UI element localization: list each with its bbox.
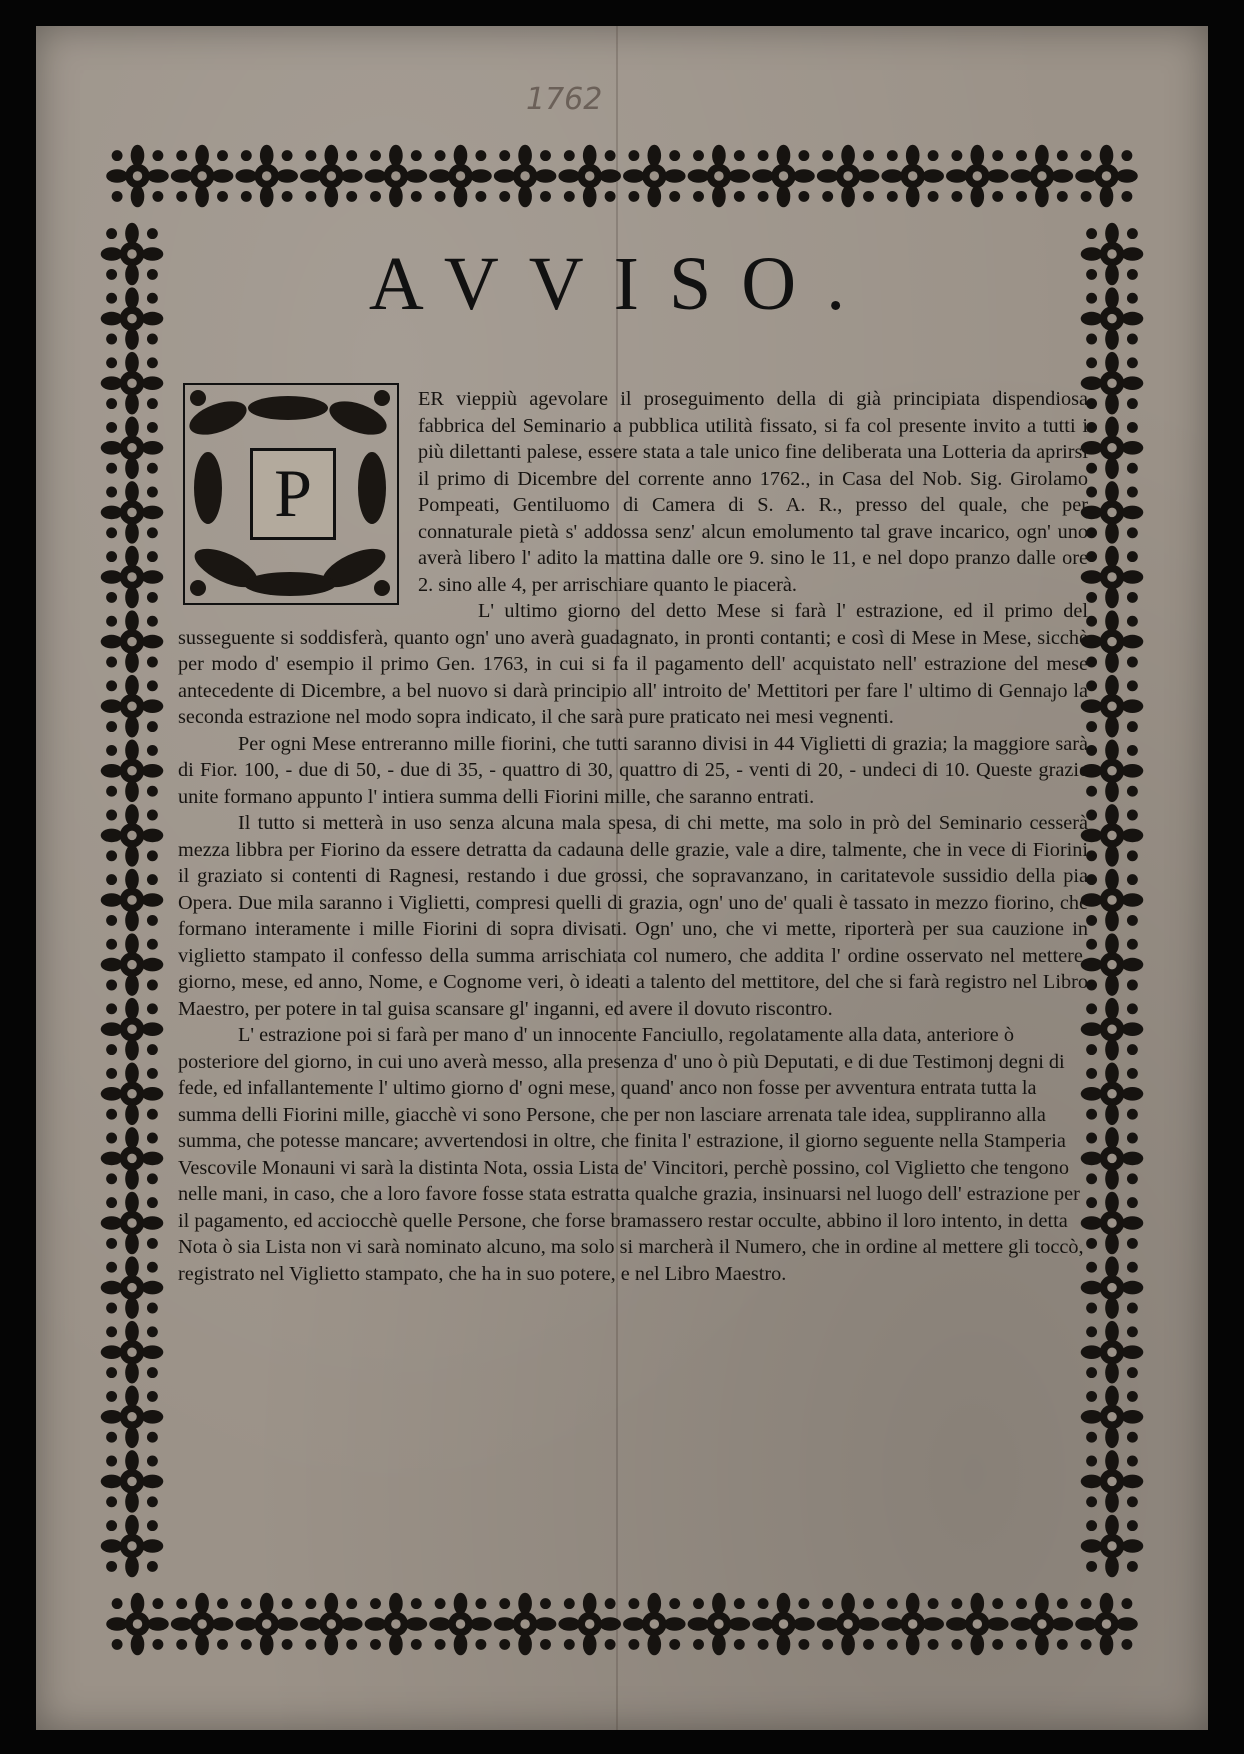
printed-sheet xyxy=(36,26,1208,1730)
paragraph-2: L' ultimo giorno del detto Mese si farà l' estrazione, ed il primo del susseguente si soddisferà, quanto ogn' uno averà guadagnato, in pronti contanti; e così di Mese in Mese, sicchè per modo d' esempio il primo Gen. 1763, in cui si fa il pagamento dell' acquistato nell' estrazione del mese antecedente di Dicembre, a bel nuovo si darà principio all' introito de' Mettitori per fare l' ultimo di Gennajo la seconda estrazione nel modo sopra indicato, il che sarà pure praticato nei mesi vegnenti. xyxy=(178,600,1088,728)
ornamental-border-bottom xyxy=(92,1584,1152,1664)
paragraph-4: Il tutto si metterà in uso senza alcuna mala spesa, di chi mette, ma solo in prò del Seminario cesserà mezza libbra per Fiorino da essere detratta da cadauna delle grazie, vale a dire, talmente, che in vece di Fiorini il graziato si contenti di Ragnesi, restando i due grossi, che sopravanzano, in caritatevole sussidio della pia Opera. Due mila saranno i Viglietti, compresi quelli di grazia, ogn' uno de' quali è tassato in mezzo fiorino, che formano interamente i mille Fiorini di sopra divisati. Ogn' uno, che vi mette, riporterà per sua cauzione in viglietto stampato il confesso della summa arrischiata col numero, che addita l' ordine osservato nel mettere, giorno, mese, ed anno, Nome, e Cognome veri, ò ideati a talento del mettitore, del che si farà registro nel Libro Maestro, per potere in tal guisa scansare gl' inganni, ed avere il dovuto riscontro. xyxy=(178,812,1088,1020)
decorated-initial xyxy=(178,378,404,610)
pencil-annotation: 1762 xyxy=(526,82,603,117)
paragraph-5: L' estrazione poi si farà per mano d' un innocente Fanciullo, regolatamente alla data, anteriore ò posteriore del giorno, in cui uno averà messo, alla presenza d' uno ò più Deputati, e di due Testimonj degni di fede, ed infallantemente l' ultimo giorno d' ogni mese, quand' anco non fosse per avventura entrata tutta la summa delli Fiorini mille, giacchè vi sono Persone, che per non lasciare arrenata tale idea, suppliranno alla summa, che potesse mancare; avvertendosi in oltre, che finita l' estrazione, il giorno seguente nella Stamperia Vescovile Monauni vi sarà la distinta Nota, ossia Lista de' Vincitori, perchè possino, col Viglietto che tengono nelle mani, in caso, che a loro favore fosse stata estratta qualche grazia, insinuarsi nel luogo dell' estrazione per il pagamento, ed acciocchè quelle Persone, che forse bramassero restar occulte, abbino il loro intento, in detta Nota ò sia Lista non vi sarà nominato alcuno, ma solo si marcherà il Numero, che in ordine al mettere gli toccò, registrato nel Viglietto stampato, che ha in suo potere, e nel Libro Maestro. xyxy=(178,1024,1084,1285)
printers-flower-icon xyxy=(92,136,1152,216)
paragraph-1: ER vieppiù agevolare il proseguimento della di già principiata dispendiosa fabbrica del Seminario a pubblica utilità fissato, si fa col presente invito a tutti i più dilettanti palese, essere stata a tale unico fine deliberata una Lotteria da aprirsi il primo di Dicembre del corrente anno 1762., in Casa del Nob. Sig. Girolamo Pompeati, Gentiluomo di Camera di S. A. R., presso del quale, che per connaturale pietà s' addossa senz' alcun emolumento tal grave incarico, ogn' uno averà libero l' adito la mattina dalle ore 9. sino le 11, e nel dopo pranzo dalle ore 2. sino alle 4, per arrischiare quanto le piacerà. xyxy=(418,388,1088,596)
notice-title: AVVISO. xyxy=(368,242,876,326)
drop-cap-letter: P xyxy=(250,448,336,540)
notice-body xyxy=(178,386,1088,1287)
printers-flower-icon xyxy=(92,1584,1152,1664)
ornamental-border-top xyxy=(92,136,1152,216)
printers-flower-icon xyxy=(92,216,172,1584)
paragraph-3: Per ogni Mese entreranno mille fiorini, che tutti saranno divisi in 44 Viglietti di grazia; la maggiore sarà di Fior. 100, - due di 50, - due di 35, - quattro di 30, quattro di 25, - venti di 20, - undeci di 10. Queste grazie unite formano appunto l' intiera summa delli Fiorini mille, che saranno entrati. xyxy=(178,732,1088,808)
ornamental-border-left xyxy=(92,216,172,1584)
